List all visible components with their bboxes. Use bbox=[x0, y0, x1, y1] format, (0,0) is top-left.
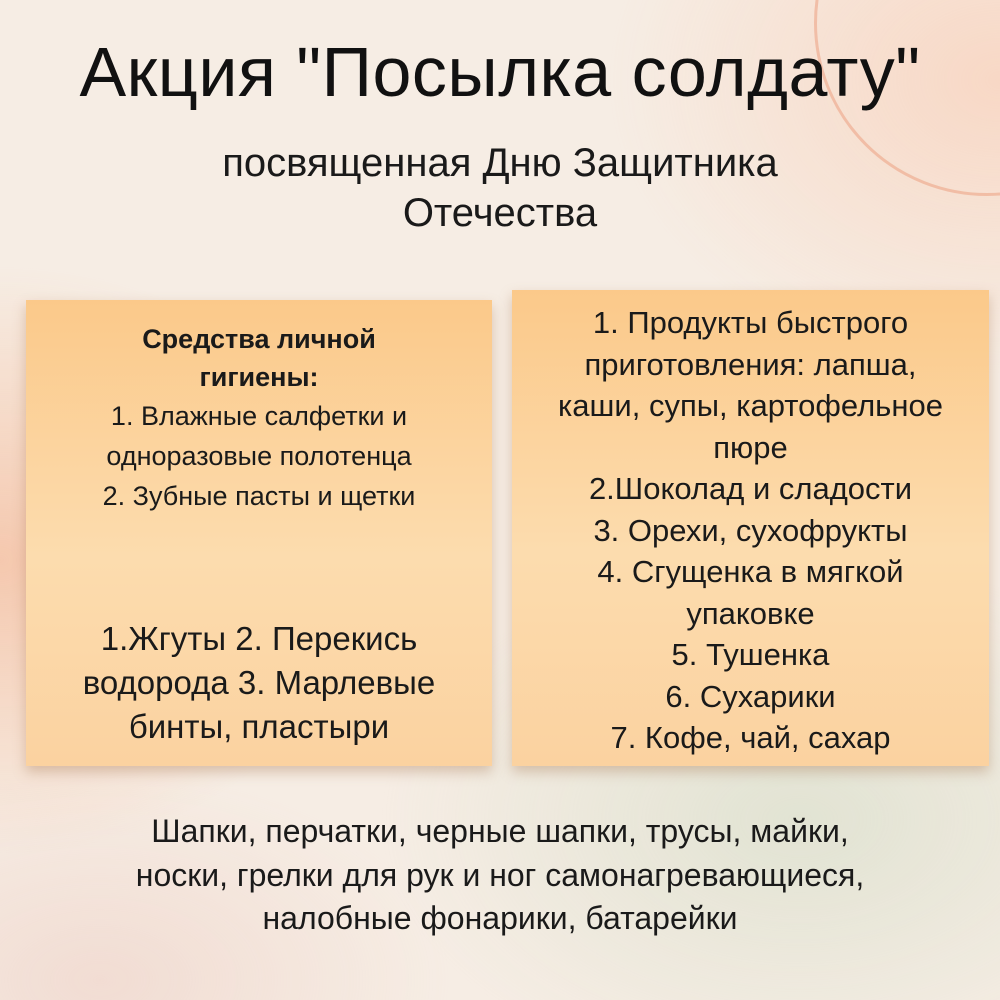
food-item: 2.Шоколад и сладости bbox=[588, 471, 913, 506]
food-item: 7. Кофе, чай, сахар bbox=[610, 720, 891, 755]
food-item: 4. Сгущенка в мягкой упаковке bbox=[597, 554, 904, 631]
food-item: 1. Продукты быстрого приготовления: лапша, каши, супы, картофельное пюре bbox=[558, 305, 943, 465]
page-title: Акция "Посылка солдату" bbox=[79, 33, 921, 111]
subtitle-line-1: посвященная Дню Защитника bbox=[222, 141, 778, 185]
food-item: 5. Тушенка bbox=[671, 637, 830, 672]
hygiene-list bbox=[26, 396, 492, 516]
hygiene-heading: Средства личной гигиены: bbox=[142, 324, 376, 392]
hygiene-item: 2. Зубные пасты и щетки bbox=[102, 481, 416, 511]
clothing-list-text: Шапки, перчатки, черные шапки, трусы, майки, носки, грелки для рук и ног самонагревающиеся, налобные фонарики, батарейки bbox=[135, 813, 865, 936]
food-card bbox=[512, 290, 989, 766]
subtitle-line-2: Отечества bbox=[402, 191, 598, 235]
food-list bbox=[512, 302, 989, 759]
food-item: 6. Сухарики bbox=[665, 678, 836, 714]
page-subtitle bbox=[0, 138, 1000, 238]
medical-supplies-text: 1.Жгуты 2. Перекись водорода 3. Марлевые бинты, пластыри bbox=[82, 620, 436, 745]
hygiene-item: 1. Влажные салфетки и одноразовые полотенца bbox=[106, 401, 412, 471]
food-item: 3. Орехи, сухофрукты bbox=[593, 512, 908, 548]
hygiene-card bbox=[26, 300, 492, 766]
